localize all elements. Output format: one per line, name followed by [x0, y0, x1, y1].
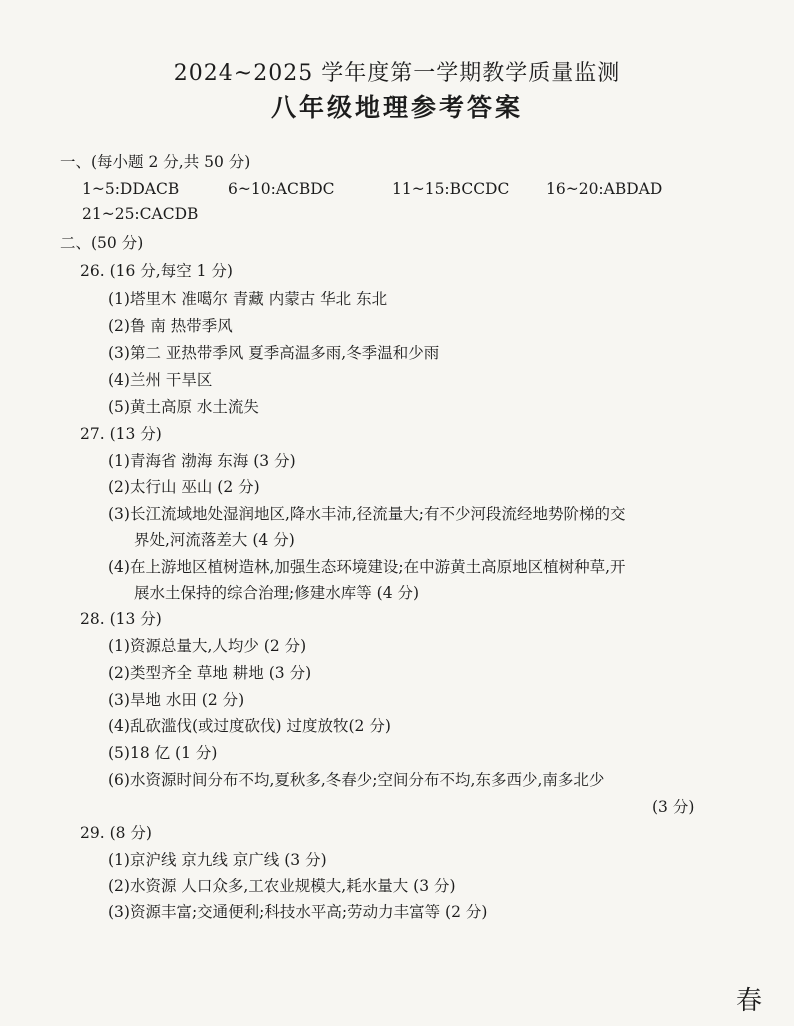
section1-heading: 一、(每小题 2 分,共 50 分): [60, 153, 251, 171]
q26-item-1: (1)塔里木 准噶尔 青藏 内蒙古 华北 东北: [108, 290, 388, 308]
mc-answer-6-10: 6~10:ACBDC: [228, 180, 335, 198]
q29-item-1: (1)京沪线 京九线 京广线 (3 分): [108, 851, 327, 869]
mc-answer-21-25: 21~25:CACDB: [82, 205, 199, 223]
q26-heading: 26. (16 分,每空 1 分): [80, 262, 233, 280]
mc-answer-11-15: 11~15:BCCDC: [392, 180, 510, 198]
q28-item-1: (1)资源总量大,人均少 (2 分): [108, 637, 307, 655]
q27-item-1: (1)青海省 渤海 东海 (3 分): [108, 452, 296, 470]
section2-heading: 二、(50 分): [60, 234, 144, 252]
corner-mark: 春: [736, 986, 763, 1016]
q27-item-4-line2: 展水土保持的综合治理;修建水库等 (4 分): [134, 584, 420, 602]
q26-item-2: (2)鲁 南 热带季风: [108, 317, 233, 335]
q28-item-6-score: (3 分): [652, 798, 695, 816]
q27-item-4-line1: (4)在上游地区植树造林,加强生态环境建设;在中游黄土高原地区植树种草,开: [108, 558, 626, 576]
document-subtitle: 八年级地理参考答案: [270, 93, 523, 122]
q29-heading: 29. (8 分): [80, 824, 152, 842]
q28-item-2: (2)类型齐全 草地 耕地 (3 分): [108, 664, 312, 682]
q28-item-3: (3)旱地 水田 (2 分): [108, 691, 245, 709]
q26-item-4: (4)兰州 干旱区: [108, 371, 213, 389]
q26-item-5: (5)黄土高原 水土流失: [108, 398, 259, 416]
q26-item-3: (3)第二 亚热带季风 夏季高温多雨,冬季温和少雨: [108, 344, 440, 362]
q28-item-4: (4)乱砍滥伐(或过度砍伐) 过度放牧(2 分): [108, 717, 391, 735]
q27-heading: 27. (13 分): [80, 425, 162, 443]
document-title: 2024~2025 学年度第一学期教学质量监测: [173, 61, 621, 86]
q27-item-3-line2: 界处,河流落差大 (4 分): [134, 531, 295, 549]
mc-answer-16-20: 16~20:ABDAD: [546, 180, 663, 198]
q28-item-6: (6)水资源时间分布不均,夏秋多,冬春少;空间分布不均,东多西少,南多北少: [108, 771, 605, 789]
q28-item-5: (5)18 亿 (1 分): [108, 744, 218, 762]
mc-answer-1-5: 1~5:DDACB: [82, 180, 180, 198]
q28-heading: 28. (13 分): [80, 610, 162, 628]
q27-item-2: (2)太行山 巫山 (2 分): [108, 478, 260, 496]
q27-item-3-line1: (3)长江流域地处湿润地区,降水丰沛,径流量大;有不少河段流经地势阶梯的交: [108, 505, 626, 523]
q29-item-3: (3)资源丰富;交通便利;科技水平高;劳动力丰富等 (2 分): [108, 903, 488, 921]
q29-item-2: (2)水资源 人口众多,工农业规模大,耗水量大 (3 分): [108, 877, 456, 895]
